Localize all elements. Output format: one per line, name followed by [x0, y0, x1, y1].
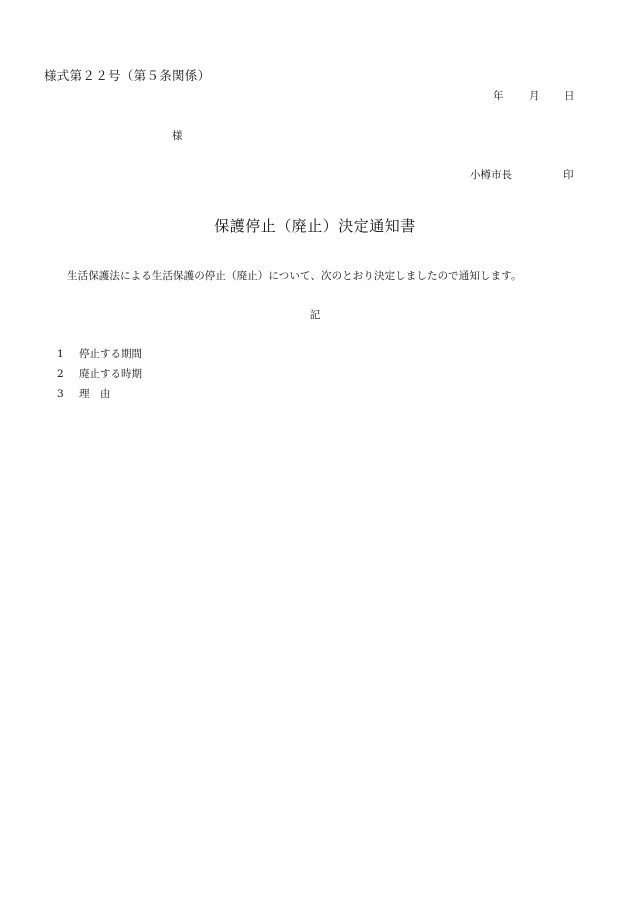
item-number: 3: [57, 388, 64, 400]
item-label: 停止する期間: [79, 348, 142, 360]
date-year-label: 年: [493, 90, 504, 102]
list-item: [57, 387, 142, 407]
document-title: 保護停止（廃止）決定通知書: [214, 217, 416, 235]
seal-mark: 印: [563, 169, 574, 181]
issuer-name: 小樽市長: [470, 169, 512, 181]
date-day-label: 日: [564, 90, 575, 102]
item-list: [57, 347, 142, 407]
form-number: 様式第２２号（第５条関係）: [44, 68, 211, 83]
item-number: 1: [57, 348, 64, 360]
addressee-suffix: 様: [172, 130, 183, 142]
date-month-label: 月: [529, 90, 540, 102]
list-item: [57, 347, 142, 367]
list-item: [57, 367, 142, 387]
item-label: 廃止する時期: [79, 368, 142, 380]
notice-body-text: 生活保護法による生活保護の停止（廃止）について、次のとおり決定しましたので通知します。: [67, 270, 522, 282]
ki-heading: 記: [309, 309, 321, 321]
item-number: 2: [57, 368, 64, 380]
item-label: 理 由: [79, 388, 111, 400]
